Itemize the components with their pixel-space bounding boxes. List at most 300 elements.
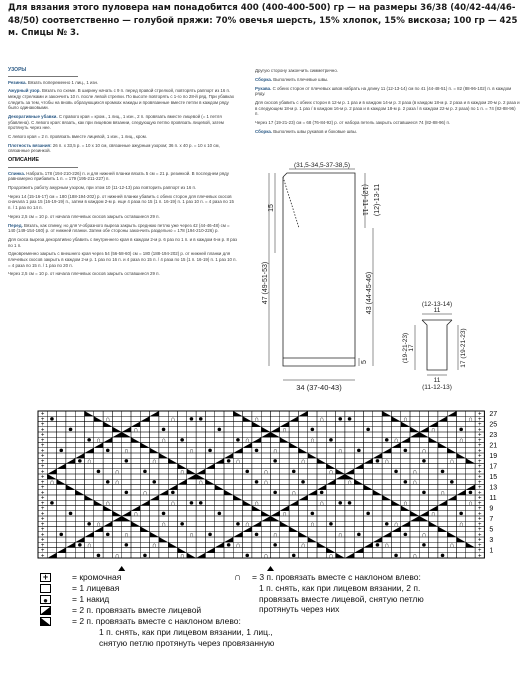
chart-double-decrease-mark: ∩ [189, 447, 194, 455]
chart-double-decrease-mark: ∩ [412, 552, 417, 560]
sleeve-label-right: 17 (19-21-23) [460, 328, 467, 368]
chart-edge-stitch: + [40, 437, 45, 444]
label-left-top: 15 [268, 204, 275, 212]
paragraph-back-2: Продолжить работу ажурным узором, при этом 10 (11-12-13) раз повторить раппорт из 16 п. [8, 185, 197, 191]
chart-yarn-over-mark [218, 512, 222, 516]
chart-row-label: 21 [489, 442, 498, 450]
chart-edge-stitch: + [477, 443, 482, 450]
chart-row-label: 13 [489, 484, 498, 492]
section-heading-description: ОПИСАНИЕ [8, 156, 39, 163]
chart-double-decrease-mark: ∩ [468, 500, 473, 508]
chart-yarn-over-mark [208, 449, 212, 453]
chart-edge-stitch: + [477, 469, 482, 476]
chart-yarn-over-mark [385, 438, 389, 442]
chart-yarn-over-mark [199, 501, 203, 505]
chart-edge-stitch: + [40, 495, 45, 502]
right-decrease-icon [40, 606, 51, 615]
chart-edge-stitch: + [477, 479, 482, 486]
chart-edge-stitch: + [477, 511, 482, 518]
chart-yarn-over-mark [348, 501, 352, 505]
chart-double-decrease-mark: ∩ [244, 437, 250, 445]
chart-edge-stitch: + [40, 474, 45, 481]
chart-edge-stitch: + [477, 427, 482, 434]
chart-double-decrease-mark: ∩ [133, 426, 138, 434]
paragraph-back [8, 171, 238, 182]
chart-double-decrease-mark: ∩ [328, 468, 334, 476]
chart-yarn-over-mark [394, 470, 398, 474]
sleeve-label-left: (19-21-23) [402, 332, 409, 364]
chart-edge-stitch: + [477, 458, 482, 465]
chart-yarn-over-mark [273, 543, 277, 547]
chart-yarn-over-mark [441, 554, 445, 558]
chart-edge-stitch: + [40, 427, 45, 434]
chart-yarn-over-mark [106, 480, 110, 484]
chart-yarn-over-mark [404, 533, 408, 537]
chart-double-decrease-mark: ∩ [300, 542, 306, 550]
schematic-neckline [283, 177, 299, 228]
chart-edge-stitch: + [40, 432, 45, 439]
chart-yarn-over-mark [208, 533, 212, 537]
chart-edge-stitch: + [40, 548, 45, 555]
chart-yarn-over-mark [97, 554, 101, 558]
chart-yarn-over-mark [59, 449, 63, 453]
chart-double-decrease-mark: ∩ [263, 552, 269, 560]
chart-yarn-over-mark [69, 428, 73, 432]
chart-yarn-over-mark [404, 480, 408, 484]
chart-yarn-over-mark [190, 417, 194, 421]
chart-edge-stitch: + [40, 485, 45, 492]
chart-yarn-over-mark [236, 438, 240, 442]
chart-row-label: 15 [489, 473, 498, 481]
chart-yarn-over-mark [292, 470, 296, 474]
chart-double-decrease-mark: ∩ [291, 489, 297, 497]
label-right-total: 43 (44-45-46) [366, 271, 373, 315]
chart-yarn-over-mark [143, 470, 147, 474]
chart-double-decrease-mark: ∩ [310, 521, 315, 529]
chart-double-decrease-mark: ∩ [430, 426, 436, 434]
chart-yarn-over-mark [87, 438, 91, 442]
chart-double-decrease-mark: ∩ [114, 468, 120, 476]
chart-edge-stitch: + [40, 469, 45, 476]
paragraph-back-4: Через 2,5 см = 10 р. от начала плечевых скосов закрыть оставшиеся 29 п. [8, 213, 160, 219]
text-sleeves: С обеих сторон от плечевых швов набрать на длину 11 (12-13-14) см по 41 (44-48-51) п. = 82 (88-96-102) п. в каждом ряду. [255, 85, 512, 97]
chart-double-decrease-mark: ∩ [189, 531, 194, 539]
chart-edge-stitch: + [40, 490, 45, 497]
sleeve-label-bottom-2: (11-12-13) [422, 384, 452, 391]
chart-double-decrease-mark: ∩ [96, 437, 101, 445]
chart-edge-stitch: + [40, 453, 45, 460]
chart-double-decrease-mark: ∩ [124, 531, 129, 539]
chart-edge-stitch: + [477, 448, 482, 455]
chart-double-decrease-mark: ∩ [449, 458, 455, 466]
chart-yarn-over-mark [125, 491, 129, 495]
chart-row-label: 7 [489, 515, 494, 523]
legend-text-three-tog: = 3 п. провязать вместе с наклоном влево: [252, 572, 421, 582]
label-rib-height: 5 [361, 360, 368, 364]
chart-double-decrease-mark: ∩ [421, 447, 427, 455]
text-back: Набрать 178 (194-210-226) п. и для нижней планки вязать 5 см = 21 р. резинкой. В последнем ряду равномерно прибавить 1 п. = 179 (195-211-227) п. [8, 170, 229, 182]
paragraph-sleeves [255, 86, 520, 97]
label-assembly: Сборка. [255, 76, 273, 82]
chart-yarn-over-mark [78, 543, 82, 547]
chart-edge-stitch: + [477, 437, 482, 444]
chart-double-decrease-mark: ∩ [49, 479, 55, 487]
chart-edge-stitch: + [40, 464, 45, 471]
chart-double-decrease-mark: ∩ [412, 479, 417, 487]
chart-row-label: 1 [489, 547, 494, 555]
chart-yarn-over-mark [348, 417, 352, 421]
label-left-total: 47 (49-51-53) [262, 261, 269, 305]
section-heading-patterns: УЗОРЫ [8, 67, 27, 73]
paragraph-gauge [8, 143, 238, 154]
label-front: Перед. [8, 222, 23, 228]
chart-edge-stitch: + [40, 516, 45, 523]
chart-double-decrease-mark: ∩ [403, 500, 408, 508]
chart-double-decrease-mark: ∩ [384, 542, 390, 550]
chart-edge-stitch: + [477, 521, 482, 528]
chart-yarn-over-mark [106, 533, 110, 537]
chart-yarn-over-mark [152, 480, 156, 484]
chart-double-decrease-mark: ∩ [254, 416, 259, 424]
paragraph-front-3: Одновременно закрыть с внешнего края через 54 (56-58-60) см = 180 (188-194-202) р. от нижней планки для плечевых скосов закрыть в каждом 2-м р. 1 раз по 16 п. и 4 раза по 15 п. / 4 раза по 15 (1 п. 16-19) п. 1 раз 10 п. = 4 раза по 15 п. / 1 раз по 20 п. [8, 251, 237, 268]
chart-yarn-over-mark [292, 554, 296, 558]
chart-yarn-over-mark [87, 522, 91, 526]
chart-yarn-over-mark [245, 470, 249, 474]
chart-double-decrease-mark: ∩ [440, 489, 445, 497]
chart-edge-stitch: + [40, 506, 45, 513]
legend-text-licevaya: = 1 лицевая [72, 583, 120, 593]
chart-edge-stitch: + [40, 448, 45, 455]
legend-text-kromochnaya: = кромочная [72, 572, 122, 582]
chart-double-decrease-mark: ∩ [161, 437, 166, 445]
chart-edge-stitch: + [477, 490, 482, 497]
chart-double-decrease-mark: ∩ [161, 521, 166, 529]
chart-yarn-over-mark [180, 522, 184, 526]
chart-double-decrease-mark: ∩ [430, 510, 436, 518]
chart-double-decrease-mark: ∩ [468, 416, 473, 424]
chart-yarn-over-mark [236, 522, 240, 526]
chart-yarn-over-mark [50, 501, 54, 505]
legend-text-two-tog: = 2 п. провязать вместе лицевой [72, 605, 202, 615]
chart-edge-stitch: + [477, 548, 482, 555]
label-shoulder-top: (31,5-34,5-37-38,5) [293, 162, 351, 169]
knit-stitch-icon [40, 584, 51, 593]
chart-edge-stitch: + [40, 532, 45, 539]
chart-double-decrease-mark: ∩ [142, 489, 148, 497]
knitting-chart [0, 405, 529, 563]
chart-edge-stitch: + [40, 416, 45, 423]
chart-edge-stitch: + [40, 521, 45, 528]
sleeve-label-top: (12-13-14) [421, 301, 453, 308]
chart-double-decrease-mark: ∩ [235, 458, 241, 466]
chart-yarn-over-mark [273, 459, 277, 463]
chart-yarn-over-mark [171, 491, 175, 495]
chart-edge-stitch: + [477, 532, 482, 539]
chart-edge-stitch: + [40, 479, 45, 486]
chart-double-decrease-mark: ∩ [179, 468, 185, 476]
chart-yarn-over-mark [329, 522, 333, 526]
chart-yarn-over-mark [199, 417, 203, 421]
chart-double-decrease-mark: ∩ [384, 458, 390, 466]
legend [40, 572, 520, 697]
chart-row-label: 23 [489, 431, 498, 439]
chart-repeat-arrow [118, 566, 125, 571]
chart-row-label: 5 [489, 526, 494, 534]
chart-double-decrease-mark: ∩ [393, 437, 399, 445]
chart-double-decrease-mark: ∩ [412, 468, 417, 476]
label-bottom-width: 34 (37-40-43) [296, 383, 342, 392]
chart-yarn-over-mark [357, 533, 361, 537]
chart-double-decrease-mark: ∩ [244, 521, 250, 529]
label-height-main: (12)-13-11 [374, 183, 381, 217]
chart-yarn-over-mark [162, 428, 166, 432]
chart-yarn-over-mark [273, 491, 277, 495]
chart-yarn-over-mark [227, 543, 231, 547]
legend-text-two-tog-left: = 2 п. провязать вместе с наклоном влево: [72, 616, 241, 626]
chart-yarn-over-mark [218, 428, 222, 432]
chart-yarn-over-mark [422, 491, 426, 495]
chart-double-decrease-mark: ∩ [263, 479, 269, 487]
paragraph-front-4: Через 2,5 см = 10 р. от начала плечевых скосов закрыть оставшиеся 29 п. [8, 271, 160, 277]
sleeve-schematic [400, 300, 485, 390]
text-assembly: Выполнить плечевые швы. [273, 76, 329, 82]
chart-double-decrease-mark: ∩ [393, 521, 399, 529]
chart-edge-stitch: + [40, 537, 45, 544]
chart-yarn-over-mark [366, 428, 370, 432]
chart-double-decrease-mark: ∩ [403, 416, 408, 424]
label-gauge: Плотность вязания: [8, 142, 52, 148]
chart-yarn-over-mark [190, 501, 194, 505]
chart-double-decrease-mark: ∩ [328, 552, 334, 560]
chart-edge-stitch: + [477, 464, 482, 471]
chart-row-label: 19 [489, 452, 498, 460]
double-decrease-icon: ∩ [233, 572, 242, 583]
chart-yarn-over-mark [459, 428, 463, 432]
schematic-outline [283, 173, 355, 366]
text-gauge: 26 п. х 33,5 р. = 10 х 10 см, связанные ажурным узором; 36 п. х 40 р. = 10 х 10 см, связанные резинкой. [8, 142, 220, 154]
chart-yarn-over-mark [311, 512, 315, 516]
text-front: Вязать, как спинку, но для V-образного выреза закрыть среднюю петлю уже через 42 (44-46-48) см = 140 (149-154-160) р. от нижней планки. Затем обе стороны закончить раздельно = 178 (194-210-226) р. [8, 222, 230, 234]
chart-yarn-over-mark [245, 554, 249, 558]
chart-double-decrease-mark: ∩ [310, 437, 315, 445]
chart-yarn-over-mark [143, 554, 147, 558]
chart-yarn-over-mark [385, 522, 389, 526]
chart-edge-stitch: + [477, 474, 482, 481]
intro-text: Для вязания этого пуловера нам понадобится 400 (400-400-500) гр — на размеры 36/38 (40/42-44/46-48/50) соответственно — голубой пряжи: 70% овечья шерсть, 15% хлопок, 15% вискоза; 100 гр — 425 м. Спицы № 3. [8, 3, 518, 38]
sleeve-label-bottom: 11 [433, 377, 441, 384]
chart-double-decrease-mark: ∩ [114, 479, 120, 487]
chart-double-decrease-mark: ∩ [151, 542, 157, 550]
chart-edge-stitch: + [40, 411, 45, 418]
chart-yarn-over-mark [227, 459, 231, 463]
chart-double-decrease-mark: ∩ [105, 416, 111, 424]
chart-double-decrease-mark: ∩ [151, 458, 157, 466]
chart-double-decrease-mark: ∩ [272, 447, 278, 455]
paragraph-lace [8, 88, 238, 110]
legend-text-nakid: = 1 накид [72, 594, 110, 604]
chart-double-decrease-mark: ∩ [319, 500, 324, 508]
instructions-right-column [255, 68, 520, 137]
chart-row-label: 27 [489, 410, 498, 418]
chart-yarn-over-mark [255, 480, 259, 484]
left-decrease-icon [40, 617, 51, 626]
chart-yarn-over-mark [97, 470, 101, 474]
paragraph-back-3: Через 14 (15-16-17) см = 180 (188-194-202) р. от нижней планки убавить с обеих сторон для плечевых скосов сначала 1 раз 15 (16-19-19) п., затем в каждом 2-м р. еще 4 раза по 15 (1 п. 16-19) п. 1 раз 10 п. = 4 раза по 15 п. / 1 раз по 14 п. [8, 193, 234, 210]
chart-yarn-over-mark [69, 512, 73, 516]
chart-yarn-over-mark [422, 543, 426, 547]
text-assembly-2: Выполнить швы рукавов и боковые швы. [273, 128, 358, 134]
chart-yarn-over-mark [450, 480, 454, 484]
chart-edge-stitch: + [477, 537, 482, 544]
chart-yarn-over-mark [338, 501, 342, 505]
text-decorative: С правого края = кром., 1 лиц., 1 изн., 2 п. провязать вместе лицевой (= 1 петля убавлена). С левого края: вязать, как при лицевом вязании, следующую петлю провязать лицевой, затем протянуть через нее. [8, 113, 224, 131]
chart-edge-stitch: + [477, 432, 482, 439]
chart-edge-stitch: + [477, 516, 482, 523]
label-decorative: Декоративные убавки. [8, 113, 58, 119]
chart-double-decrease-mark: ∩ [319, 416, 324, 424]
chart-double-decrease-mark: ∩ [235, 542, 241, 550]
paragraph-decorative [8, 114, 238, 131]
chart-double-decrease-mark: ∩ [96, 521, 101, 529]
chart-double-decrease-mark: ∩ [282, 426, 287, 434]
chart-double-decrease-mark: ∩ [347, 479, 352, 487]
chart-yarn-over-mark [78, 459, 82, 463]
heading-rule [8, 76, 78, 77]
chart-row-label: 11 [489, 494, 497, 502]
chart-yarn-over-mark [311, 428, 315, 432]
chart-row-label: 17 [489, 463, 498, 471]
chart-yarn-over-mark [441, 470, 445, 474]
chart-row-label: 3 [489, 536, 494, 544]
chart-edge-stitch: + [40, 500, 45, 507]
chart-repeat-arrow [267, 566, 274, 571]
chart-double-decrease-mark: ∩ [124, 447, 129, 455]
chart-double-decrease-mark: ∩ [449, 542, 455, 550]
chart-yarn-over-mark [469, 491, 473, 495]
chart-double-decrease-mark: ∩ [133, 510, 138, 518]
chart-edge-stitch: + [40, 458, 45, 465]
text-lace: Вязать по схеме. В ширину начать с 9 п. перед правой стрелкой, повторять раппорт из 16 п. между стрелками и закончить 10 п. после левой стрелки. По высоте повторять с 1-го по 28-й ряд. При убавках следить за тем, чтобы на вновь образующихся кромках накиды и провязанные вместе петли в каждом ряду было одинаковыми. [8, 88, 235, 111]
chart-edge-stitch: + [477, 542, 482, 549]
chart-double-decrease-mark: ∩ [170, 500, 176, 508]
chart-double-decrease-mark: ∩ [421, 531, 427, 539]
chart-double-decrease-mark: ∩ [198, 479, 204, 487]
chart-edge-stitch: + [477, 485, 482, 492]
chart-edge-stitch: + [477, 411, 482, 418]
chart-edge-stitch: + [40, 422, 45, 429]
chart-edge-stitch: + [477, 495, 482, 502]
chart-double-decrease-mark: ∩ [170, 416, 176, 424]
label-right-top: (12)-11-11 [361, 184, 368, 216]
chart-edge-stitch: + [477, 453, 482, 460]
chart-double-decrease-mark: ∩ [337, 447, 343, 455]
label-sleeves: Рукава. [255, 85, 272, 91]
sleeve-label-left-2: 17 [408, 344, 415, 352]
sleeve-outline [422, 320, 452, 370]
legend-desc-three-tog: 1 п. снять, как при лицевом вязании, 2 п. провязать вместе лицевой, снятую петлю протянуть через них [259, 583, 424, 615]
chart-yarn-over-mark [357, 449, 361, 453]
paragraph-decorative-left: С левого края = 2 п. провязать вместе лицевой, 1 изн., 1 лиц., кром. [8, 133, 147, 139]
chart-edge-stitch: + [477, 422, 482, 429]
chart-yarn-over-mark [125, 459, 129, 463]
chart-edge-stitch: + [40, 511, 45, 518]
chart-yarn-over-mark [376, 543, 380, 547]
chart-double-decrease-mark: ∩ [179, 552, 185, 560]
chart-edge-stitch: + [477, 506, 482, 513]
pullover-schematic [255, 162, 400, 396]
chart-yarn-over-mark [106, 449, 110, 453]
chart-yarn-over-mark [255, 449, 259, 453]
text-rib: Вязать попеременно 1 лиц., 1 изн. [27, 79, 99, 85]
chart-yarn-over-mark [366, 512, 370, 516]
edge-stitch-icon: + [40, 573, 51, 582]
chart-double-decrease-mark: ∩ [86, 458, 92, 466]
chart-double-decrease-mark: ∩ [300, 458, 306, 466]
legend-desc-two-tog-left: 1 п. снять, как при лицевом вязании, 1 лиц., снятую петлю протянуть через провязанную [99, 627, 275, 648]
chart-yarn-over-mark [404, 449, 408, 453]
chart-yarn-over-mark [255, 533, 259, 537]
chart-double-decrease-mark: ∩ [282, 510, 287, 518]
paragraph-symmetric: Другую сторону закончить симметрично. [255, 68, 339, 73]
chart-edge-stitch: + [40, 443, 45, 450]
label-rib: Резинка. [8, 79, 27, 85]
chart-double-decrease-mark: ∩ [105, 500, 111, 508]
chart-double-decrease-mark: ∩ [86, 542, 92, 550]
paragraph-assembly-2 [255, 129, 520, 135]
chart-yarn-over-mark [162, 512, 166, 516]
chart-edge-stitch: + [40, 553, 45, 560]
chart-edge-stitch: + [477, 527, 482, 534]
yarn-over-icon: ● [40, 595, 51, 604]
label-back: Спинка. [8, 170, 26, 176]
paragraph-rib [8, 80, 238, 86]
chart-yarn-over-mark [301, 480, 305, 484]
chart-edge-stitch: + [40, 527, 45, 534]
chart-double-decrease-mark: ∩ [458, 437, 464, 445]
sleeve-label-top-2: 11 [433, 307, 441, 314]
chart-edge-stitch: + [477, 500, 482, 507]
paragraph-front-2: Для скоса выреза декоративно убавить с внутреннего края в каждом 2-м р. 6 раз по 1 п. и в каждом 6-м р. 8 раз по 1 п. [8, 236, 238, 248]
chart-yarn-over-mark [459, 512, 463, 516]
instructions-left-column [8, 65, 238, 280]
paragraph-assembly [255, 77, 520, 83]
chart-double-decrease-mark: ∩ [263, 468, 269, 476]
chart-yarn-over-mark [125, 543, 129, 547]
chart-yarn-over-mark [320, 491, 324, 495]
chart-row-label: 25 [489, 421, 498, 429]
heading-rule [8, 167, 78, 168]
chart-edge-stitch: + [40, 542, 45, 549]
chart-yarn-over-mark [329, 438, 333, 442]
paragraph-sleeves-2: Для скосов убавить с обеих сторон в 12-м р. 1 раз и в каждом 14-м р. 3 раза (в каждом 18-м р. 2 раза и в каждом 20-м р. 2 раза и в следующем 18-м р. 1 раз / в каждом 16-м р. 2 раза и в каждом 18-м р. 2 раза / в каждом 22-м р. 2 раза) по 1 п. = 74 (82-88-96) п. [255, 99, 520, 117]
label-assembly-2: Сборка. [255, 128, 273, 134]
chart-double-decrease-mark: ∩ [254, 500, 259, 508]
paragraph-front [8, 223, 238, 234]
chart-yarn-over-mark [59, 533, 63, 537]
chart-double-decrease-mark: ∩ [458, 521, 464, 529]
chart-yarn-over-mark [376, 459, 380, 463]
chart-double-decrease-mark: ∩ [114, 552, 120, 560]
chart-yarn-over-mark [338, 417, 342, 421]
chart-double-decrease-mark: ∩ [272, 531, 278, 539]
label-lace: Ажурный узор. [8, 88, 41, 94]
chart-edge-stitch: + [477, 553, 482, 560]
chart-row-label: 9 [489, 505, 494, 513]
chart-yarn-over-mark [394, 554, 398, 558]
chart-yarn-over-mark [50, 417, 54, 421]
chart-double-decrease-mark: ∩ [337, 531, 343, 539]
chart-edge-stitch: + [477, 416, 482, 423]
